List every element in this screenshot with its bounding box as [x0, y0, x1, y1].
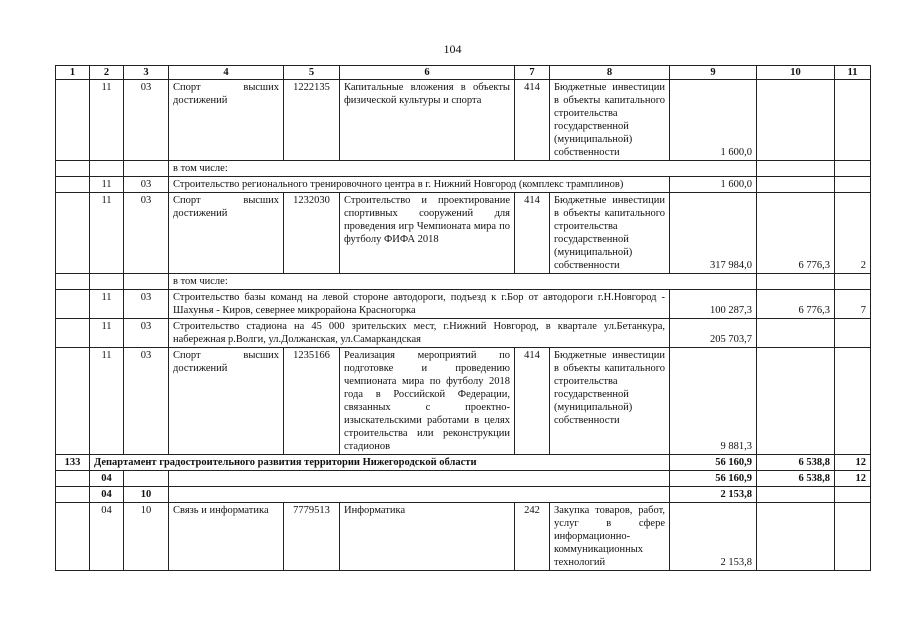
- cell-expense-name: Бюджетные инвестиции в объекты капитального строительства государственной (муниципальной) собственности: [550, 80, 670, 161]
- cell-amount-2: 6 776,3: [757, 193, 835, 274]
- cell-section: 11: [90, 290, 124, 319]
- cell-amount-3: [835, 503, 871, 571]
- cell-subsection: 03: [124, 80, 169, 161]
- cell-section: 11: [90, 80, 124, 161]
- cell-empty: [56, 161, 90, 177]
- cell-empty: [56, 290, 90, 319]
- cell-subsection: 03: [124, 319, 169, 348]
- cell-amount: 205 703,7: [670, 319, 757, 348]
- col-header: 8: [550, 66, 670, 80]
- cell-amount-2: [757, 487, 835, 503]
- table-row: [56, 455, 871, 471]
- col-header: 5: [284, 66, 340, 80]
- cell-description: Капитальные вложения в объекты физической культуры и спорта: [340, 80, 515, 161]
- cell-subsection: 10: [124, 487, 169, 503]
- cell-empty: [757, 161, 835, 177]
- table-row: [56, 348, 871, 455]
- cell-amount: 1 600,0: [670, 177, 757, 193]
- cell-note: в том числе:: [169, 161, 757, 177]
- col-header: 6: [340, 66, 515, 80]
- cell-expense-type: 414: [515, 193, 550, 274]
- cell-code: 1232030: [284, 193, 340, 274]
- cell-amount-2: [757, 503, 835, 571]
- table-row: [56, 80, 871, 161]
- cell-description: Информатика: [340, 503, 515, 571]
- cell-amount-2: [757, 177, 835, 193]
- cell-empty: [835, 274, 871, 290]
- cell-section: 04: [90, 503, 124, 571]
- cell-note: в том числе:: [169, 274, 757, 290]
- cell-amount: 9 881,3: [670, 348, 757, 455]
- cell-amount: 1 600,0: [670, 80, 757, 161]
- cell-section: 04: [90, 487, 124, 503]
- cell-section: 11: [90, 319, 124, 348]
- cell-amount-3: 2: [835, 193, 871, 274]
- cell-empty: [56, 177, 90, 193]
- cell-amount-3: [835, 487, 871, 503]
- col-header: 9: [670, 66, 757, 80]
- cell-code: 1235166: [284, 348, 340, 455]
- cell-expense-name: Бюджетные инвестиции в объекты капитального строительства государственной (муниципальной) собственности: [550, 348, 670, 455]
- header-row: [56, 66, 871, 80]
- col-header: 4: [169, 66, 284, 80]
- cell-amount: 100 287,3: [670, 290, 757, 319]
- cell-empty: [124, 161, 169, 177]
- table-row: [56, 487, 871, 503]
- table-row: [56, 193, 871, 274]
- cell-amount: 56 160,9: [670, 471, 757, 487]
- cell-section: 11: [90, 348, 124, 455]
- cell-amount-2: [757, 319, 835, 348]
- col-header: 7: [515, 66, 550, 80]
- cell-subsection: 10: [124, 503, 169, 571]
- table-row: [56, 471, 871, 487]
- page-number: 104: [443, 42, 462, 56]
- cell-amount-2: [757, 80, 835, 161]
- cell-program: Спорт высших достижений: [169, 80, 284, 161]
- cell-amount: 2 153,8: [670, 487, 757, 503]
- cell-amount-2: [757, 348, 835, 455]
- cell-program: Спорт высших достижений: [169, 193, 284, 274]
- cell-expense-type: 242: [515, 503, 550, 571]
- table-row: [56, 274, 871, 290]
- cell-amount-2: 6 776,3: [757, 290, 835, 319]
- cell-empty: [90, 161, 124, 177]
- cell-description: Реализация мероприятий по подготовке и проведению чемпионата мира по футболу 2018 года в Российской Федерации, связанных с проектно-изыскательскими работами в целях строительства или реконструкции стадионов: [340, 348, 515, 455]
- cell-dept-name: Департамент градостроительного развития территории Нижегородской области: [90, 455, 670, 471]
- cell-expense-name: Бюджетные инвестиции в объекты капитального строительства государственной (муниципальной) собственности: [550, 193, 670, 274]
- col-header: 2: [90, 66, 124, 80]
- table-row: [56, 161, 871, 177]
- cell-empty: [169, 487, 670, 503]
- table-row: [56, 503, 871, 571]
- cell-amount: 2 153,8: [670, 503, 757, 571]
- cell-code: 7779513: [284, 503, 340, 571]
- cell-empty: [56, 319, 90, 348]
- table-row: [56, 290, 871, 319]
- cell-empty: [757, 274, 835, 290]
- cell-amount: 56 160,9: [670, 455, 757, 471]
- cell-program: Спорт высших достижений: [169, 348, 284, 455]
- cell-code: 1222135: [284, 80, 340, 161]
- cell-expense-name: Закупка товаров, работ, услуг в сфере информационно-коммуникационных технологий: [550, 503, 670, 571]
- cell-amount-3: 7: [835, 290, 871, 319]
- col-header: 11: [835, 66, 871, 80]
- cell-empty: [56, 80, 90, 161]
- cell-amount-2: 6 538,8: [757, 455, 835, 471]
- col-header: 1: [56, 66, 90, 80]
- col-header: 3: [124, 66, 169, 80]
- cell-empty: [124, 274, 169, 290]
- cell-empty: [56, 471, 90, 487]
- cell-expense-type: 414: [515, 80, 550, 161]
- cell-empty: [169, 471, 670, 487]
- cell-amount-3: [835, 177, 871, 193]
- cell-amount-3: [835, 80, 871, 161]
- cell-expense-type: 414: [515, 348, 550, 455]
- cell-amount-3: 12: [835, 471, 871, 487]
- cell-amount-2: 6 538,8: [757, 471, 835, 487]
- cell-subsection: 03: [124, 290, 169, 319]
- cell-section: 11: [90, 177, 124, 193]
- cell-dept-code: 133: [56, 455, 90, 471]
- cell-empty: [56, 193, 90, 274]
- cell-section: 11: [90, 193, 124, 274]
- cell-empty: [56, 487, 90, 503]
- cell-object-name: Строительство регионального тренировочного центра в г. Нижний Новгород (комплекс трамплинов): [169, 177, 670, 193]
- cell-amount-3: 12: [835, 455, 871, 471]
- cell-object-name: Строительство базы команд на левой стороне автодороги, подъезд к г.Бор от автодороги г.Н.Новгород - Шахунья - Киров, севернее микрорайона Красногорка: [169, 290, 670, 319]
- cell-description: Строительство и проектирование спортивных сооружений для проведения игр Чемпионата мира по футболу ФИФА 2018: [340, 193, 515, 274]
- cell-subsection: 03: [124, 348, 169, 455]
- cell-subsection: 03: [124, 193, 169, 274]
- cell-empty: [835, 161, 871, 177]
- cell-empty: [56, 348, 90, 455]
- table-row: [56, 319, 871, 348]
- budget-table: [55, 65, 871, 571]
- cell-object-name: Строительство стадиона на 45 000 зрительских мест, г.Нижний Новгород, в квартале ул.Бетанкура, набережная р.Волги, ул.Должанская, ул.Самаркандская: [169, 319, 670, 348]
- cell-amount-3: [835, 348, 871, 455]
- cell-amount-3: [835, 319, 871, 348]
- cell-subsection: [124, 471, 169, 487]
- cell-section: 04: [90, 471, 124, 487]
- cell-empty: [56, 274, 90, 290]
- cell-subsection: 03: [124, 177, 169, 193]
- table-row: [56, 177, 871, 193]
- cell-amount: 317 984,0: [670, 193, 757, 274]
- col-header: 10: [757, 66, 835, 80]
- cell-empty: [56, 503, 90, 571]
- cell-empty: [90, 274, 124, 290]
- cell-program: Связь и информатика: [169, 503, 284, 571]
